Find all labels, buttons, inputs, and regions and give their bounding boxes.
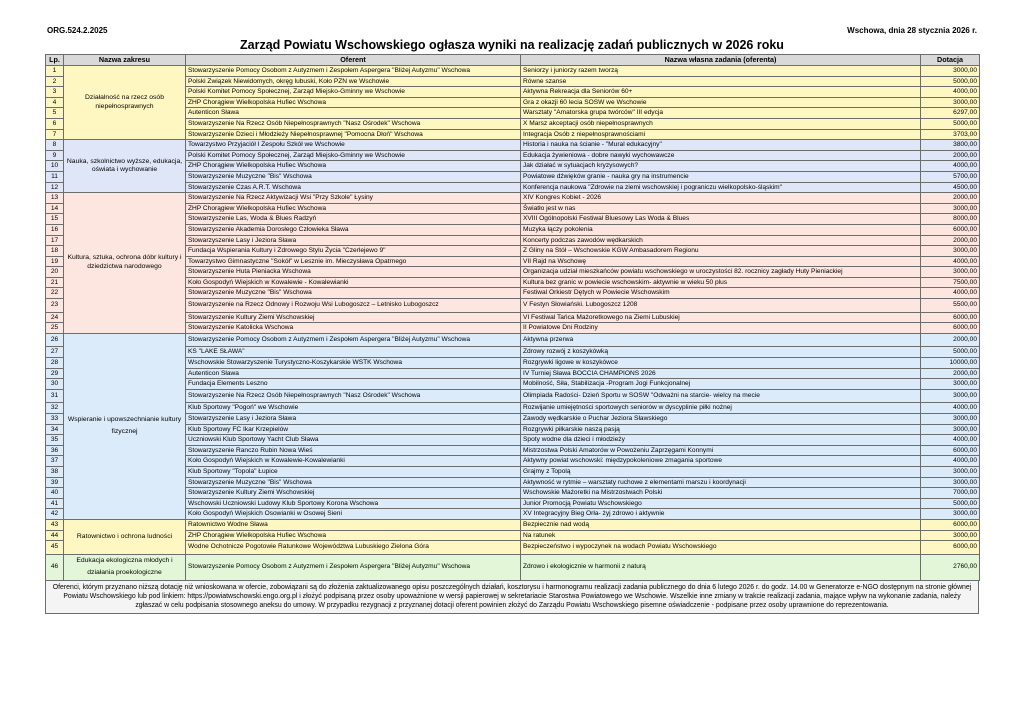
- row-task: VII Rajd na Wschowę: [521, 256, 921, 267]
- row-offeror: Stowarzyszenie Las, Woda & Blues Radzyń: [186, 214, 521, 225]
- table-row: [46, 347, 980, 358]
- row-task: IV Turniej Sława BOCCIA CHAMPIONS 2026: [521, 368, 921, 379]
- row-offeror: Polski Komitet Pomocy Społecznej, Zarząd Miejsko-Gminny we Wschowie: [186, 87, 521, 98]
- row-grant: 5000,00: [921, 118, 980, 129]
- table-body: [46, 66, 980, 581]
- col-header-lp: Lp.: [46, 55, 64, 66]
- row-task: Jak działać w sytuacjach kryzysowych?: [521, 161, 921, 172]
- row-offeror: Stowarzyszenie Huta Pieniacka Wschowa: [186, 267, 521, 278]
- row-lp: 16: [46, 224, 64, 235]
- row-lp: 30: [46, 379, 64, 390]
- table-row: [46, 530, 980, 541]
- row-grant: 5000,00: [921, 498, 980, 509]
- row-grant: 3000,00: [921, 389, 980, 403]
- row-task: X Marsz akceptacji osób niepełnosprawnych: [521, 118, 921, 129]
- row-grant: 2000,00: [921, 235, 980, 246]
- row-offeror: ZHP Chorągiew Wielkopolska Hufiec Wschowa: [186, 97, 521, 108]
- row-lp: 20: [46, 267, 64, 278]
- page-title: Zarząd Powiatu Wschowskiego ogłasza wyniki na realizację zadań publicznych w 2026 roku: [240, 38, 784, 52]
- row-offeror: ZHP Chorągiew Wielkopolska Hufiec Wschowa: [186, 203, 521, 214]
- row-task: VI Festiwal Tańca Mażoretkowego na Ziemi Lubuskiej: [521, 312, 921, 323]
- row-grant: 4000,00: [921, 288, 980, 299]
- row-grant: 3000,00: [921, 414, 980, 425]
- row-offeror: Stowarzyszenie Lasy i Jeziora Sława: [186, 235, 521, 246]
- row-grant: 2000,00: [921, 368, 980, 379]
- area-cell: Nauka, szkolnictwo wyższe, edukacja, oświata i wychowanie: [64, 140, 186, 193]
- row-offeror: KS "LAKE SŁAWA": [186, 347, 521, 358]
- row-offeror: Stowarzyszenie Pomocy Osobom z Autyzmem i Zespołem Aspergera "Bliżej Autyzmu" Wschowa: [186, 554, 521, 580]
- row-task: Aktywność w rytmie – warsztaty ruchowe z elementami marszu i koordynacji: [521, 477, 921, 488]
- table-row: [46, 277, 980, 288]
- table-row: [46, 541, 980, 555]
- table-row: [46, 299, 980, 313]
- row-lp: 23: [46, 299, 64, 313]
- col-header-area: Nazwa zakresu: [64, 55, 186, 66]
- row-grant: 10000,00: [921, 358, 980, 369]
- row-task: Festiwal Orkiestr Dętych w Powiecie Wschowskim: [521, 288, 921, 299]
- row-lp: 28: [46, 358, 64, 369]
- area-cell: Ratownictwo i ochrona ludności: [64, 519, 186, 554]
- row-grant: 5000,00: [921, 76, 980, 87]
- row-grant: 7500,00: [921, 277, 980, 288]
- row-offeror: Klub Sportowy FC Ikar Krzepielów: [186, 424, 521, 435]
- row-task: Zawody wędkarskie o Puchar Jeziora Sławskiego: [521, 414, 921, 425]
- row-grant: 7000,00: [921, 488, 980, 499]
- results-table: [45, 54, 980, 581]
- row-task: Na ratunek: [521, 530, 921, 541]
- row-task: Koncerty podczas zawodów wędkarskich: [521, 235, 921, 246]
- row-lp: 39: [46, 477, 64, 488]
- row-lp: 41: [46, 498, 64, 509]
- row-task: Z Gliny na Stół – Wschowskie KGW Ambasadorem Regionu: [521, 246, 921, 257]
- row-grant: 3000,00: [921, 530, 980, 541]
- col-header-grant: Dotacja: [921, 55, 980, 66]
- row-grant: 2000,00: [921, 193, 980, 204]
- row-offeror: Stowarzyszenie Katolicka Wschowa: [186, 323, 521, 334]
- row-lp: 19: [46, 256, 64, 267]
- table-row: [46, 87, 980, 98]
- row-offeror: Stowarzyszenie Pomocy Osobom z Autyzmem i Zespołem Aspergera "Bliżej Autyzmu" Wschowa: [186, 66, 521, 77]
- row-lp: 26: [46, 333, 64, 347]
- row-grant: 3000,00: [921, 509, 980, 520]
- row-lp: 5: [46, 108, 64, 119]
- row-lp: 46: [46, 554, 64, 580]
- row-task: Gra z okazji 60 lecia SOSW we Wschowie: [521, 97, 921, 108]
- place-date: Wschowa, dnia 28 stycznia 2026 r.: [847, 26, 977, 35]
- row-offeror: Wschowski Uczniowski Ludowy Klub Sportowy Korona Wschowa: [186, 498, 521, 509]
- row-task: Olimpiada Radości- Dzień Sportu w SOSW "Odważni na starcie- wielcy na mecie: [521, 389, 921, 403]
- row-task: Światło jest w nas: [521, 203, 921, 214]
- row-task: Mobilność, Siła, Stabilizacja -Program Jogi Funkcjonalnej: [521, 379, 921, 390]
- row-lp: 40: [46, 488, 64, 499]
- row-offeror: Stowarzyszenie Muzyczne "Bis" Wschowa: [186, 288, 521, 299]
- row-task: Wschowskie Mażoretki na Mistrzostwach Polski: [521, 488, 921, 499]
- table-row: [46, 193, 980, 204]
- table-row: [46, 389, 980, 403]
- table-row: [46, 477, 980, 488]
- row-lp: 18: [46, 246, 64, 257]
- table-row: [46, 488, 980, 499]
- row-offeror: Stowarzyszenie Muzyczne "Bis" Wschowa: [186, 171, 521, 182]
- row-task: XVIII Ogólnopolski Festiwal Bluesowy Las Woda & Blues: [521, 214, 921, 225]
- row-offeror: Koło Gospodyń Wiejskich w Kowalewie - Kowalewianki: [186, 277, 521, 288]
- row-lp: 15: [46, 214, 64, 225]
- row-offeror: Autenticon Sława: [186, 368, 521, 379]
- row-grant: 3000,00: [921, 466, 980, 477]
- row-task: Powiatowe dźwięków granie - nauka gry na instrumencie: [521, 171, 921, 182]
- row-task: Historia i nauka na ścianie - "Mural edukacyjny": [521, 140, 921, 151]
- row-task: Seniorzy i juniorzy razem tworzą: [521, 66, 921, 77]
- row-task: Aktywny powiat wschowski: międzypokoleniowe zmagania sportowe: [521, 456, 921, 467]
- header-row: [45, 25, 979, 37]
- row-task: Bezpieczeństwo i wypoczynek na wodach Powiatu Wschowskiego: [521, 541, 921, 555]
- row-lp: 38: [46, 466, 64, 477]
- row-offeror: ZHP Chorągiew Wielkopolska Hufiec Wschowa: [186, 530, 521, 541]
- row-offeror: Fundacja Elements Leszno: [186, 379, 521, 390]
- row-offeror: Klub Sportowy "Pogoń" we Wschowie: [186, 403, 521, 414]
- table-header-row: [46, 55, 980, 66]
- row-grant: 4000,00: [921, 456, 980, 467]
- row-grant: 4000,00: [921, 161, 980, 172]
- row-task: Warsztaty "Amatorska grupa twórców" III edycja: [521, 108, 921, 119]
- row-lp: 12: [46, 182, 64, 193]
- row-lp: 27: [46, 347, 64, 358]
- row-offeror: Koło Gospodyń Wiejskich w Kowalewie-Kowalewianki: [186, 456, 521, 467]
- table-row: [46, 403, 980, 414]
- row-grant: 3000,00: [921, 66, 980, 77]
- row-offeror: Stowarzyszenie Akademia Dorosłego Człowieka Sława: [186, 224, 521, 235]
- table-row: [46, 118, 980, 129]
- row-lp: 43: [46, 519, 64, 530]
- row-task: Mistrzostwa Polski Amatorów w Powożeniu Zaprzęgami Konnymi: [521, 445, 921, 456]
- row-offeror: Stowarzyszenie Ranczo Rubin Nowa Wieś: [186, 445, 521, 456]
- row-offeror: Polski Związek Niewidomych, okręg lubuski, Koło PZN we Wschowie: [186, 76, 521, 87]
- row-offeror: Koło Gospodyń Wiejskich Osowianki w Osowej Sieni: [186, 509, 521, 520]
- table-row: [46, 445, 980, 456]
- table-row: [46, 161, 980, 172]
- table-row: [46, 379, 980, 390]
- table-row: [46, 519, 980, 530]
- table-row: [46, 435, 980, 446]
- row-grant: 6000,00: [921, 312, 980, 323]
- row-offeror: Autenticon Sława: [186, 108, 521, 119]
- row-grant: 4000,00: [921, 435, 980, 446]
- area-cell: Działalność na rzecz osób niepełnosprawnych: [64, 66, 186, 140]
- table-row: [46, 256, 980, 267]
- row-lp: 2: [46, 76, 64, 87]
- row-task: Rozwijanie umiejętności sportowych seniorów w dyscyplinie piłki nożnej: [521, 403, 921, 414]
- row-task: V Festyn Słowiański. Lubogoszcz 1208: [521, 299, 921, 313]
- table-row: [46, 267, 980, 278]
- table-row: [46, 498, 980, 509]
- row-offeror: Towarzystwo Gimnastyczne "Sokół" w Lesznie im. Mieczysława Opatrnego: [186, 256, 521, 267]
- table-row: [46, 288, 980, 299]
- row-offeror: Fundacja Wspierania Kultury i Zdrowego Stylu Życia "Czerlejewo 9": [186, 246, 521, 257]
- col-header-task: Nazwa własna zadania (oferenta): [521, 55, 921, 66]
- row-grant: 3000,00: [921, 97, 980, 108]
- row-grant: 2000,00: [921, 150, 980, 161]
- row-offeror: Stowarzyszenie Na Rzecz Aktywizacji Wsi "Przy Szkole" Łysiny: [186, 193, 521, 204]
- table-row: [46, 129, 980, 140]
- row-grant: 6000,00: [921, 224, 980, 235]
- row-lp: 42: [46, 509, 64, 520]
- row-task: Aktywna Rekreacja dla Seniorów 60+: [521, 87, 921, 98]
- table-row: [46, 424, 980, 435]
- row-lp: 14: [46, 203, 64, 214]
- row-task: Zdrowo i ekologicznie w harmonii z naturą: [521, 554, 921, 580]
- row-lp: 32: [46, 403, 64, 414]
- row-lp: 8: [46, 140, 64, 151]
- row-offeror: Stowarzyszenie Na Rzecz Osób Niepełnosprawnych "Nasz Ośrodek" Wschowa: [186, 389, 521, 403]
- row-grant: 4000,00: [921, 256, 980, 267]
- table-row: [46, 246, 980, 257]
- row-lp: 24: [46, 312, 64, 323]
- row-task: Rozgrywki ligowe w koszykówce: [521, 358, 921, 369]
- row-task: Junior Promocją Powiatu Wschowskiego: [521, 498, 921, 509]
- row-task: XIV Kongres Kobiet - 2026: [521, 193, 921, 204]
- row-offeror: Stowarzyszenie Dzieci i Młodzieży Niepełnosprawnej "Pomocna Dłoń" Wschowa: [186, 129, 521, 140]
- table-row: [46, 312, 980, 323]
- row-lp: 33: [46, 414, 64, 425]
- row-offeror: Klub Sportowy "Topola" Łupice: [186, 466, 521, 477]
- row-task: Zdrowy rozwój z koszykówką: [521, 347, 921, 358]
- row-offeror: Ratownictwo Wodne Sława: [186, 519, 521, 530]
- row-lp: 3: [46, 87, 64, 98]
- row-task: Kultura bez granic w powiecie wschowskim- aktywnie w wieku 50 plus: [521, 277, 921, 288]
- row-task: Integracja Osób z niepełnosprawnościami: [521, 129, 921, 140]
- row-lp: 22: [46, 288, 64, 299]
- table-row: [46, 214, 980, 225]
- table-row: [46, 235, 980, 246]
- row-task: Konferencja naukowa "Zdrowie na ziemi wschowskiej i pograniczu wielkopolsko-śląskim": [521, 182, 921, 193]
- row-lp: 4: [46, 97, 64, 108]
- row-offeror: Stowarzyszenie Kultury Ziemi Wschowskiej: [186, 488, 521, 499]
- row-lp: 37: [46, 456, 64, 467]
- row-grant: 3000,00: [921, 424, 980, 435]
- row-task: Aktywna przerwa: [521, 333, 921, 347]
- row-grant: 3703,00: [921, 129, 980, 140]
- row-task: Grajmy z Topolą: [521, 466, 921, 477]
- row-grant: 2760,00: [921, 554, 980, 580]
- row-lp: 11: [46, 171, 64, 182]
- row-offeror: Stowarzyszenie Pomocy Osobom z Autyzmem i Zespołem Aspergera "Bliżej Autyzmu" Wschowa: [186, 333, 521, 347]
- row-task: Spoty wodne dla dzieci i młodzieży: [521, 435, 921, 446]
- table-row: [46, 76, 980, 87]
- row-grant: 6000,00: [921, 519, 980, 530]
- row-grant: 4000,00: [921, 403, 980, 414]
- row-grant: 6000,00: [921, 445, 980, 456]
- row-grant: 5500,00: [921, 299, 980, 313]
- row-task: Równe szanse: [521, 76, 921, 87]
- table-row: [46, 182, 980, 193]
- row-offeror: Polski Komitet Pomocy Społecznej, Zarząd Miejsko-Gminny we Wschowie: [186, 150, 521, 161]
- row-grant: 3000,00: [921, 267, 980, 278]
- row-task: II Powiatowe Dni Rodziny: [521, 323, 921, 334]
- row-grant: 5700,00: [921, 171, 980, 182]
- table-row: [46, 456, 980, 467]
- row-task: Edukacja żywieniowa - dobre nawyki wychowawcze: [521, 150, 921, 161]
- row-grant: 2000,00: [921, 333, 980, 347]
- row-task: Muzyka łączy pokolenia: [521, 224, 921, 235]
- row-offeror: Stowarzyszenie Lasy i Jeziora Sława: [186, 414, 521, 425]
- row-lp: 45: [46, 541, 64, 555]
- row-grant: 6000,00: [921, 323, 980, 334]
- row-lp: 36: [46, 445, 64, 456]
- row-lp: 13: [46, 193, 64, 204]
- row-lp: 1: [46, 66, 64, 77]
- row-lp: 25: [46, 323, 64, 334]
- row-grant: 3000,00: [921, 246, 980, 257]
- table-row: [46, 323, 980, 334]
- row-offeror: Stowarzyszenie Na Rzecz Osób Niepełnosprawnych "Nasz Ośrodek" Wschowa: [186, 118, 521, 129]
- reference-number: ORG.524.2.2025: [47, 26, 108, 35]
- area-cell: Edukacja ekologiczna młodych i działania proekologiczne: [64, 554, 186, 580]
- row-task: Rozgrywki piłkarskie naszą pasją: [521, 424, 921, 435]
- footer-note: Oferenci, którym przyznano niższą dotację niż wnioskowana w ofercie, zobowiązani są do złożenia zaktualizowanego opisu poszczególnych działań, kosztorysu i harmonogramu realizacji zadania publicznego do dnia 6 lutego 2026 r. do godz. 14.00 w Generatorze e-NGO dostępnym na stronie głównej Powiatu Wschowskiego lub pod linkiem: https://powiatwschowski.engo.org.pl i złożyć podpisaną przez osoby upoważnione w wersji papierowej w sekretariacie Starostwa Powiatowego we Wschowie. Wszelkie inne zmiany w trakcie realizacji zadania, mające wpływ na wykonanie zadania, należy zgłaszać w celu podpisania stosownego aneksu do umowy. W przypadku rezygnacji z przyznanej dotacji oferent powinien złożyć do Zarządu Powiatu Wschowskiego pisemne oświadczenie - podpisane przez osoby uprawnione do reprezentowania.: [45, 581, 979, 614]
- table-row: [46, 150, 980, 161]
- table-row: [46, 414, 980, 425]
- col-header-offeror: Oferent: [186, 55, 521, 66]
- table-row: [46, 224, 980, 235]
- row-grant: 3000,00: [921, 203, 980, 214]
- row-grant: 8000,00: [921, 214, 980, 225]
- table-row: [46, 466, 980, 477]
- row-lp: 31: [46, 389, 64, 403]
- row-offeror: ZHP Chorągiew Wielkopolska Hufiec Wschowa: [186, 161, 521, 172]
- row-offeror: Uczniowski Klub Sportowy Yacht Club Sława: [186, 435, 521, 446]
- row-grant: 6000,00: [921, 541, 980, 555]
- row-grant: 3000,00: [921, 477, 980, 488]
- table-row: [46, 554, 980, 580]
- row-offeror: Stowarzyszenie Kultury Ziemi Wschowskiej: [186, 312, 521, 323]
- row-lp: 35: [46, 435, 64, 446]
- results-sheet: [45, 25, 979, 614]
- row-task: XV Integracyjny Bieg Orła- żyj zdrowo i aktywnie: [521, 509, 921, 520]
- row-grant: 5000,00: [921, 347, 980, 358]
- row-offeror: Wodne Ochotnicze Pogotowie Ratunkowe Województwa Lubuskiego Zielona Góra: [186, 541, 521, 555]
- row-offeror: Stowarzyszenie Muzyczne "Bis" Wschowa: [186, 477, 521, 488]
- row-lp: 29: [46, 368, 64, 379]
- table-row: [46, 368, 980, 379]
- row-offeror: Towarzystwo Przyjaciół I Zespołu Szkół we Wschowie: [186, 140, 521, 151]
- row-lp: 21: [46, 277, 64, 288]
- row-grant: 6297,00: [921, 108, 980, 119]
- row-lp: 44: [46, 530, 64, 541]
- area-cell: Kultura, sztuka, ochrona dóbr kultury i dziedzictwa narodowego: [64, 193, 186, 334]
- area-cell: Wspieranie i upowszechnianie kultury fizycznej: [64, 333, 186, 519]
- row-lp: 10: [46, 161, 64, 172]
- row-lp: 9: [46, 150, 64, 161]
- table-row: [46, 97, 980, 108]
- row-grant: 4500,00: [921, 182, 980, 193]
- row-grant: 4000,00: [921, 87, 980, 98]
- table-row: [46, 140, 980, 151]
- row-grant: 3800,00: [921, 140, 980, 151]
- row-lp: 7: [46, 129, 64, 140]
- row-task: Organizacja udział mieszkańców powiatu wschowskiego w uroczystości 82. rocznicy zagłady Huty Pieniackiej: [521, 267, 921, 278]
- row-task: Bezpiecznie nad wodą: [521, 519, 921, 530]
- row-lp: 34: [46, 424, 64, 435]
- row-offeror: Stowarzyszenie na Rzecz Odnowy i Rozwoju Wsi Lubogoszcz – Letnisko Lubogoszcz: [186, 299, 521, 313]
- table-row: [46, 203, 980, 214]
- table-row: [46, 108, 980, 119]
- table-row: [46, 509, 980, 520]
- row-lp: 17: [46, 235, 64, 246]
- table-row: [46, 358, 980, 369]
- row-lp: 6: [46, 118, 64, 129]
- table-row: [46, 171, 980, 182]
- table-row: [46, 66, 980, 77]
- row-offeror: Wschowskie Stowarzyszenie Turystyczno-Koszykarskie WSTK Wschowa: [186, 358, 521, 369]
- table-row: [46, 333, 980, 347]
- row-offeror: Stowarzyszenie Czas A.R.T. Wschowa: [186, 182, 521, 193]
- row-grant: 3000,00: [921, 379, 980, 390]
